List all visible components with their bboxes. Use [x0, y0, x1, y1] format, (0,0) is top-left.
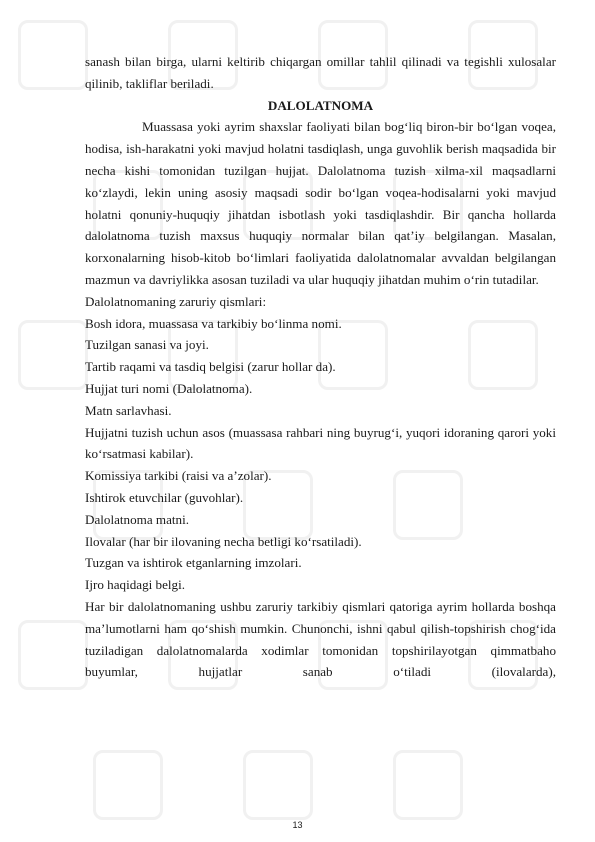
- required-parts-intro: Dalolatnomaning zaruriy qismlari:: [85, 293, 267, 309]
- list-item: Tuzilgan sanasi va joyi.: [85, 337, 209, 353]
- list-item: Hujjat turi nomi (Dalolatnoma).: [85, 380, 253, 396]
- watermark-icon: [18, 620, 88, 690]
- list-item: Hujjatni tuzish uchun asos (muassasa rahbari ning buyrug‘i, yuqori idoraning qarori yoki ko‘rsatmasi kabilar).: [85, 424, 556, 462]
- watermark-icon: [93, 750, 163, 820]
- list-item: Dalolatnoma matni.: [85, 511, 189, 527]
- watermark-icon: [18, 320, 88, 390]
- list-item: Ilovalar (har bir ilovaning necha betligi ko‘rsatiladi).: [85, 533, 362, 549]
- list-item: Komissiya tarkibi (raisi va a’zolar).: [85, 468, 272, 484]
- required-parts-list: [85, 313, 556, 596]
- watermark-icon: [393, 750, 463, 820]
- closing-paragraph: Har bir dalolatnomaning ushbu zaruriy tarkibiy qismlari qatoriga ayrim hollarda boshqa ma’lumotlarni ham qo‘shish mumkin. Chunonchi, ishni qabul qilish-topshirish chog‘ida tuziladigan dalolatnomalarda xodimlar tomonidan topshirilayotgan qimmatbaho buyumlar, hujjatlar sanab o‘tiladi (ilovalarda),: [85, 598, 556, 680]
- opening-paragraph: sanash bilan birga, ularni keltirib chiqargan omillar tahlil qilinadi va tegishli xulosalar qilinib, takliflar beriladi.: [85, 54, 556, 91]
- list-item: Ishtirok etuvchilar (guvohlar).: [85, 489, 244, 505]
- watermark-icon: [18, 20, 88, 90]
- watermark-icon: [243, 750, 313, 820]
- section-heading: DALOLATNOMA: [267, 97, 374, 113]
- list-item: Tuzgan va ishtirok etganlarning imzolari.: [85, 555, 302, 571]
- document-body: [85, 51, 556, 683]
- list-item: Matn sarlavhasi.: [85, 402, 172, 418]
- list-item: Ijro haqidagi belgi.: [85, 577, 185, 593]
- definition-paragraph: Muassasa yoki ayrim shaxslar faoliyati bilan bog‘liq biron-bir bo‘lgan voqea, hodisa, ish-harakatni yoki mavjud holatni tasdiqlash, unga guvohlik berish maqsadida bir necha kishi tomonidan tuzilgan hujjat. Dalolatnoma tuzish xilma-xil maqsadlarni ko‘zlaydi, lekin uning asosiy maqsadi sodir bo‘lgan voqea-hodisalarni yoki mavjud holatni qonuniy-huquqiy jihatdan isbotlash yoki tasdiqlashdir. Bir qancha hollarda dalolatnoma tuzish maxsus huquqiy normalar bilan qat’iy belgilangan. Masalan, korxonalarning hisob-kitob bo‘limlari faoliyatida dalolatnomalar avvaldan belgilangan mazmun va davriylikka asosan tuziladi va ular huquqiy jihatdan muhim o‘rin tutadilar.: [85, 119, 556, 287]
- page-number: 13: [292, 820, 303, 830]
- list-item: Bosh idora, muassasa va tarkibiy bo‘linma nomi.: [85, 315, 342, 331]
- list-item: Tartib raqami va tasdiq belgisi (zarur hollar da).: [85, 359, 336, 375]
